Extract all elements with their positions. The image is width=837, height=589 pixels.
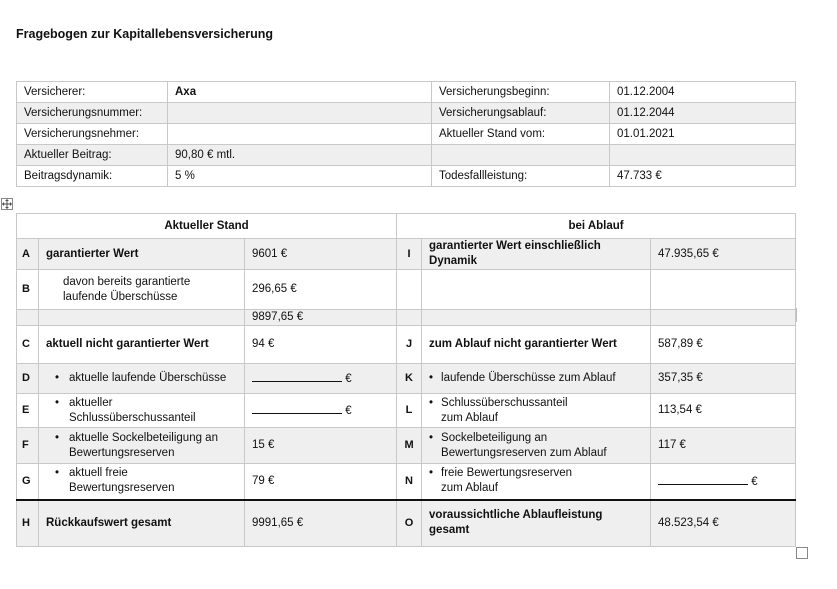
row-value-blank[interactable] bbox=[245, 364, 397, 394]
info-value[interactable]: 47.733 € bbox=[610, 166, 796, 187]
row-label[interactable] bbox=[422, 464, 651, 500]
row-label[interactable] bbox=[422, 394, 651, 428]
info-label[interactable]: Versicherungsbeginn: bbox=[432, 82, 610, 103]
row-value[interactable]: 587,89 € bbox=[651, 326, 796, 364]
row-label-line: Bewertungsreserven bbox=[69, 446, 175, 459]
info-row bbox=[17, 166, 796, 187]
row-label-line: zum Ablauf bbox=[441, 482, 498, 495]
row-label[interactable]: garantierter Wert bbox=[39, 239, 245, 270]
info-label[interactable]: Versicherungsnehmer: bbox=[17, 124, 168, 145]
info-label[interactable]: Aktueller Beitrag: bbox=[17, 145, 168, 166]
table-move-handle-icon[interactable] bbox=[1, 198, 13, 210]
table-row bbox=[17, 428, 796, 464]
row-label[interactable] bbox=[39, 270, 245, 310]
table-row bbox=[17, 364, 796, 394]
table-row bbox=[17, 464, 796, 500]
row-value[interactable]: 9991,65 € bbox=[245, 500, 397, 547]
row-label-line: • laufende Überschüsse zum Ablauf bbox=[429, 371, 643, 386]
info-label[interactable]: Beitragsdynamik: bbox=[17, 166, 168, 187]
row-label-line: Schlussüberschussanteil bbox=[69, 411, 196, 424]
info-value[interactable]: 90,80 € mtl. bbox=[168, 145, 432, 166]
row-value[interactable]: 15 € bbox=[245, 428, 397, 464]
row-letter: D bbox=[17, 364, 39, 394]
table-row bbox=[17, 326, 796, 364]
info-label[interactable]: Versicherer: bbox=[17, 82, 168, 103]
empty-cell[interactable] bbox=[39, 310, 245, 326]
table-row bbox=[17, 394, 796, 428]
row-label-line: • Schlussüberschussanteil bbox=[429, 396, 643, 411]
fill-in-blank[interactable] bbox=[252, 370, 342, 382]
info-value[interactable]: 5 % bbox=[168, 166, 432, 187]
empty-cell[interactable] bbox=[397, 310, 422, 326]
row-letter: B bbox=[17, 270, 39, 310]
row-letter: A bbox=[17, 239, 39, 270]
row-label[interactable]: garantierter Wert einschließlich Dynamik bbox=[422, 239, 651, 270]
euro-sign: € bbox=[751, 475, 758, 488]
row-value[interactable]: 79 € bbox=[245, 464, 397, 500]
info-label[interactable]: Todesfallleistung: bbox=[432, 166, 610, 187]
row-label[interactable]: voraussichtliche Ablaufleistung gesamt bbox=[422, 500, 651, 547]
empty-cell[interactable] bbox=[17, 310, 39, 326]
row-letter: M bbox=[397, 428, 422, 464]
empty-cell[interactable] bbox=[651, 310, 796, 326]
row-label-line: • aktuell freie bbox=[46, 466, 237, 481]
row-letter: N bbox=[397, 464, 422, 500]
table-resize-handle-icon[interactable] bbox=[796, 547, 808, 559]
info-value[interactable]: Axa bbox=[168, 82, 432, 103]
row-end-marker bbox=[796, 308, 797, 322]
row-label-line: • Sockelbeteiligung an bbox=[429, 431, 643, 446]
euro-sign: € bbox=[345, 373, 352, 385]
info-value[interactable]: 01.12.2004 bbox=[610, 82, 796, 103]
row-label[interactable]: Rückkaufswert gesamt bbox=[39, 500, 245, 547]
row-label-line: • aktueller bbox=[46, 396, 237, 411]
row-label-line: zum Ablauf bbox=[441, 411, 498, 424]
row-value-blank[interactable] bbox=[651, 464, 796, 500]
empty-cell[interactable] bbox=[422, 310, 651, 326]
row-label-line: Bewertungsreserven zum Ablauf bbox=[441, 446, 607, 459]
info-value[interactable] bbox=[168, 124, 432, 145]
row-value[interactable]: 113,54 € bbox=[651, 394, 796, 428]
row-label-line: • freie Bewertungsreserven bbox=[429, 466, 643, 481]
comparison-table bbox=[16, 213, 796, 547]
info-row bbox=[17, 82, 796, 103]
row-label[interactable] bbox=[39, 464, 245, 500]
row-value[interactable]: 94 € bbox=[245, 326, 397, 364]
info-label[interactable] bbox=[432, 145, 610, 166]
row-label-line: laufende Überschüsse bbox=[63, 290, 178, 303]
row-value[interactable]: 9601 € bbox=[245, 239, 397, 270]
header-row bbox=[17, 214, 796, 239]
info-row bbox=[17, 145, 796, 166]
table-row bbox=[17, 270, 796, 310]
row-label[interactable] bbox=[422, 364, 651, 394]
info-label[interactable]: Versicherungsablauf: bbox=[432, 103, 610, 124]
table-row bbox=[17, 310, 796, 326]
row-letter: L bbox=[397, 394, 422, 428]
table-row bbox=[17, 239, 796, 270]
row-value[interactable]: 117 € bbox=[651, 428, 796, 464]
table-row bbox=[17, 500, 796, 547]
row-value[interactable]: 296,65 € bbox=[245, 270, 397, 310]
info-label[interactable]: Versicherungsnummer: bbox=[17, 103, 168, 124]
row-value[interactable]: 48.523,54 € bbox=[651, 500, 796, 547]
info-label[interactable]: Aktueller Stand vom: bbox=[432, 124, 610, 145]
policy-info-table bbox=[16, 81, 796, 187]
row-label[interactable] bbox=[39, 428, 245, 464]
row-letter: F bbox=[17, 428, 39, 464]
document-title: Fragebogen zur Kapitallebensversicherung bbox=[16, 27, 274, 41]
row-label-line: davon bereits garantierte bbox=[63, 275, 191, 288]
row-label[interactable] bbox=[39, 364, 245, 394]
fill-in-blank[interactable] bbox=[658, 473, 748, 485]
row-letter: G bbox=[17, 464, 39, 500]
fill-in-blank[interactable] bbox=[252, 402, 342, 414]
row-label[interactable] bbox=[39, 394, 245, 428]
row-letter: O bbox=[397, 500, 422, 547]
row-letter: E bbox=[17, 394, 39, 428]
row-value[interactable]: 357,35 € bbox=[651, 364, 796, 394]
empty-cell[interactable] bbox=[397, 270, 422, 310]
row-letter: K bbox=[397, 364, 422, 394]
row-label-line: Bewertungsreserven bbox=[69, 482, 175, 495]
row-label-line: • aktuelle Sockelbeteiligung an bbox=[46, 431, 237, 446]
row-label[interactable]: zum Ablauf nicht garantierter Wert bbox=[422, 326, 651, 364]
info-value[interactable] bbox=[610, 145, 796, 166]
sum-value[interactable]: 9897,65 € bbox=[245, 310, 397, 326]
info-value[interactable]: 01.01.2021 bbox=[610, 124, 796, 145]
row-value[interactable]: 47.935,65 € bbox=[651, 239, 796, 270]
header-current-status[interactable]: Aktueller Stand bbox=[17, 214, 397, 239]
row-value-blank[interactable] bbox=[245, 394, 397, 428]
info-value[interactable] bbox=[168, 103, 432, 124]
euro-sign: € bbox=[345, 405, 352, 417]
header-at-maturity[interactable]: bei Ablauf bbox=[397, 214, 796, 239]
row-label-line: • aktuelle laufende Überschüsse bbox=[46, 371, 237, 386]
info-row bbox=[17, 124, 796, 145]
row-label[interactable]: aktuell nicht garantierter Wert bbox=[39, 326, 245, 364]
row-letter: H bbox=[17, 500, 39, 547]
info-value[interactable]: 01.12.2044 bbox=[610, 103, 796, 124]
row-letter: C bbox=[17, 326, 39, 364]
empty-cell[interactable] bbox=[651, 270, 796, 310]
row-letter: J bbox=[397, 326, 422, 364]
row-label[interactable] bbox=[422, 428, 651, 464]
empty-cell[interactable] bbox=[422, 270, 651, 310]
info-row bbox=[17, 103, 796, 124]
row-letter: I bbox=[397, 239, 422, 270]
